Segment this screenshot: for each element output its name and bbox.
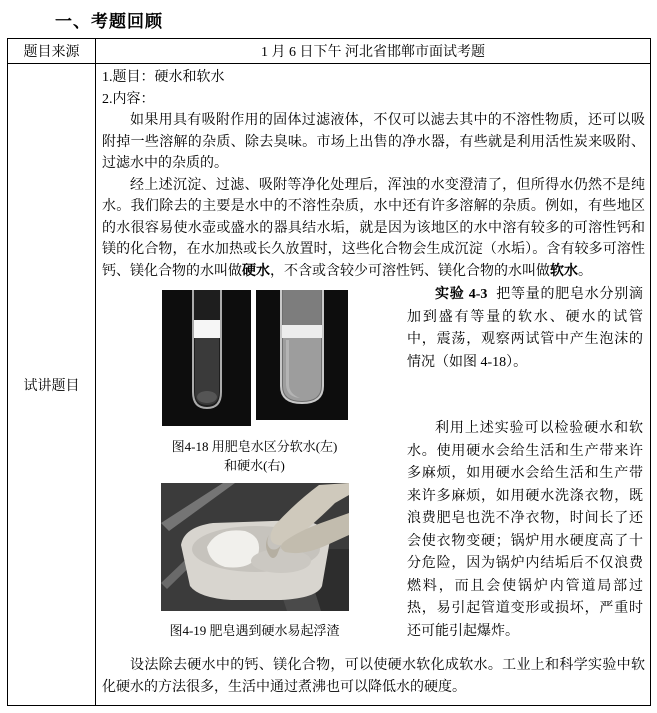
topic-label-cell: 试讲题目 <box>8 64 96 705</box>
test-tubes-image <box>162 290 348 426</box>
experiment-text: 把等量的肥皂水分别滴加到盛有等量的软水、硬水的试管中，震荡，观察两试管中产生泡沫的情况（如图 4-18）。 <box>407 287 643 370</box>
table-row-topic <box>8 64 650 705</box>
experiment-label: 实验 4-3 <box>435 287 488 302</box>
source-value-cell: 1 月 6 日下午 河北省邯郸市面试考题 <box>261 45 485 60</box>
figure-4-18 <box>162 290 348 434</box>
hard-soft-text-1: 经上述沉淀、过滤、吸附等净化处理后，浑浊的水变澄清了，但所得水仍然不是纯水。我们除去的主要是水中的不溶性杂质，水中还有许多溶解的杂质。例如，有些地区的水很容易使水壶或盛水的器具结水垢，就是因为该地区的水中溶有较多的可溶性钙和镁的化合物，在水加热或长久放置时，这些化合物会生成沉淀（水垢）。含有较多可溶性钙、镁化合物的水叫做 <box>102 177 645 279</box>
figure-4-19 <box>161 483 349 619</box>
caption-line-1: 图4-18 用肥皂水区分软水(左) <box>171 438 338 454</box>
usage-paragraph: 利用上述实验可以检验硬水和软水。使用硬水会给生活和生产带来许多麻烦，如用硬水会给生活和生产带来许多麻烦，如用硬水洗涤衣物，既浪费肥皂也洗不净衣物，时间长了还会使衣物变硬；锅炉用水硬度高了十分危险，因为锅炉内结垢后不仅浪费燃料，而且会使锅炉内管道局部过热，易引起管道变形或损坏，严重时还可能引起爆炸。 <box>407 421 643 639</box>
source-label-cell: 题目来源 <box>8 39 96 63</box>
paragraph-hard-soft-definition <box>102 175 645 283</box>
content-heading-line: 2.内容： <box>102 91 155 107</box>
soft-water-term: 软水 <box>550 263 578 279</box>
experiment-paragraph <box>407 284 643 374</box>
figure-column <box>102 284 407 643</box>
paragraph-filtering: 如果用具有吸附作用的固体过滤液体，不仅可以滤去其中的不溶性物质，还可以吸附掉一些溶解的杂质、除去臭味。市场上出售的净水器，有些就是利用活性炭来吸附、过滤水中的杂质的。 <box>102 113 645 171</box>
figure-4-19-caption: 图4-19 肥皂遇到硬水易起浮渣 <box>169 623 340 638</box>
side-text-column <box>407 284 645 643</box>
caption-line-2: 和硬水(右) <box>224 457 285 473</box>
question-review-table <box>7 38 651 706</box>
topic-content-cell <box>96 64 650 705</box>
page-title: 一、考题回顾 <box>55 12 163 31</box>
hard-soft-text-2: ，不含或含较少可溶性钙、镁化合物的水叫做 <box>270 263 550 279</box>
topic-title-line: 1.题目：硬水和软水 <box>102 70 225 85</box>
figure-4-18-caption <box>172 437 338 475</box>
figures-and-text-section <box>102 284 645 643</box>
wash-basin-image <box>161 483 349 611</box>
table-row-source <box>8 39 650 64</box>
hard-soft-text-3: 。 <box>578 263 592 279</box>
hard-water-term: 硬水 <box>242 263 270 279</box>
closing-paragraph: 设法除去硬水中的钙、镁化合物，可以使硬水软化成软水。工业上和科学实验中软化硬水的方法很多，生活中通过煮沸也可以降低水的硬度。 <box>102 658 645 695</box>
